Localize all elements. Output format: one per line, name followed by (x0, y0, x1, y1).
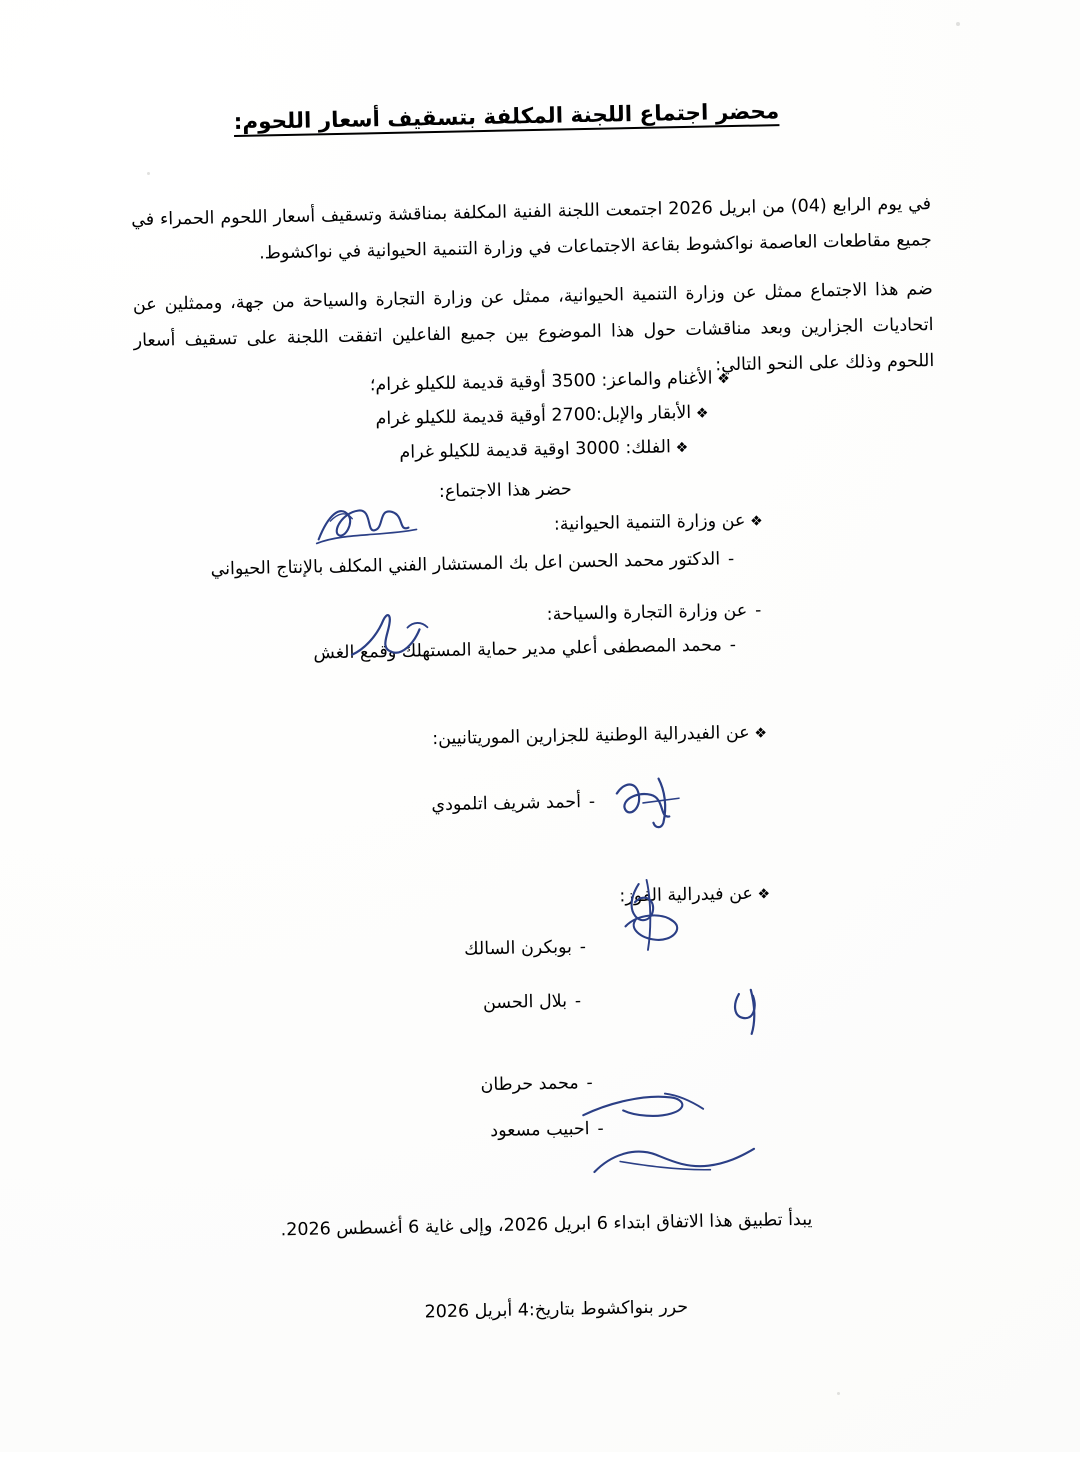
section-heading: عن وزارة التنمية الحيوانية: (553, 510, 746, 535)
member-name: بوبكرن السالك (463, 937, 573, 960)
closing-place-date: حرر بنواكشوط بتاريخ:4 أبريل 2026 (424, 1297, 689, 1323)
dash-icon: - (754, 600, 762, 621)
section-trade-tourism (313, 600, 771, 673)
bullet-icon: ❖ (757, 886, 771, 903)
closing-validity: يبدأ تطبيق هذا الاتفاق ابتداء 6 ابريل 2026، وإلى غاية 6 أغسطس 2026. (280, 1209, 813, 1241)
section-heading: عن وزارة التجارة والسياحة: (546, 600, 748, 625)
member-name: محمد المصطفى أعلي مدير حماية المستهلك وقمع الغش (313, 635, 723, 664)
attendance-heading: حضر هذا الاجتماع: (438, 479, 572, 502)
list-item (431, 792, 603, 815)
dash-icon: - (727, 549, 735, 570)
list-item (210, 549, 742, 580)
section-heading-row (430, 722, 772, 749)
section-heading-row (463, 883, 775, 909)
section-heading-row (210, 510, 768, 541)
bullet-icon: ❖ (754, 725, 768, 742)
section-animal-development (210, 510, 769, 589)
scan-speck (147, 172, 150, 175)
list-item (467, 1073, 601, 1096)
list-item (313, 635, 744, 664)
scan-speck (956, 22, 960, 26)
scan-speck (837, 1392, 840, 1395)
paragraph-intro: في يوم الرابع (04) من ابريل 2026 اجتمعت اللجنة الفنية المكلفة بمناقشة وتسقيف أسعار اللحوم الحمراء في جميع مقاطعات العاصمة نواكشوط بقاعة الاجتماعات في وزارة التنمية الحيوانية في نواكشوط. (131, 194, 932, 264)
list-item (371, 437, 693, 463)
dash-icon: - (729, 635, 737, 656)
member-name: أحمد شريف اتلمودي (431, 792, 582, 816)
paragraph-participants: ضم هذا الاجتماع ممثل عن وزارة التنمية الحيوانية، ممثل عن وزارة التجارة والسياحة من جهة، وممثلين عن اتحاديات الجزارين وبعد مناقشات حول هذا الموضوع بين جميع الفاعلين اتفقت اللجنة على تسقيف أسعار اللحوم وذلك على النحو التالي: (132, 279, 935, 376)
bullet-icon: ❖ (695, 405, 709, 422)
list-item (468, 1119, 612, 1142)
price-list (370, 368, 737, 477)
price-cattle-camel: الأبقار والإبل:2700 أوقية قديمة للكيلو غرام (375, 402, 692, 430)
member-name: الدكتور محمد الحسن اعل بك المستشار الفني المكلف بالإنتاج الحيواني (210, 549, 721, 580)
page-title: محضر اجتماع اللجنة المكلفة بتسقيف أسعار اللحوم: (233, 99, 780, 136)
section-fawz-federation (463, 883, 780, 1151)
member-name: بلال الحسن (482, 991, 568, 1014)
price-falak: الفلك: 3000 اوقية قديمة للكيلو غرام (399, 437, 672, 463)
bullet-icon: ❖ (717, 371, 730, 388)
section-heading: عن فيدرالية الفوز: (619, 883, 754, 907)
list-item (464, 937, 594, 960)
price-sheep-goat: الأغنام والماعز: 3500 أوقية قديمة للكيلو غرام؛ (369, 368, 713, 396)
dash-icon: - (586, 1073, 593, 1094)
dash-icon: - (579, 937, 587, 958)
bullet-icon: ❖ (675, 439, 689, 457)
list-item (465, 991, 589, 1013)
list-item (370, 402, 713, 429)
section-heading-row (313, 600, 770, 629)
member-name: محمد حرطان (480, 1073, 579, 1096)
dash-icon: - (574, 991, 582, 1012)
dash-icon: - (597, 1118, 604, 1139)
section-heading: عن الفيدرالية الوطنية للجزارين الموريتانيين: (432, 722, 750, 750)
member-name: احبيب مسعود (490, 1119, 590, 1142)
section-national-federation (430, 722, 773, 825)
dash-icon: - (588, 791, 596, 813)
bullet-icon: ❖ (749, 513, 763, 530)
